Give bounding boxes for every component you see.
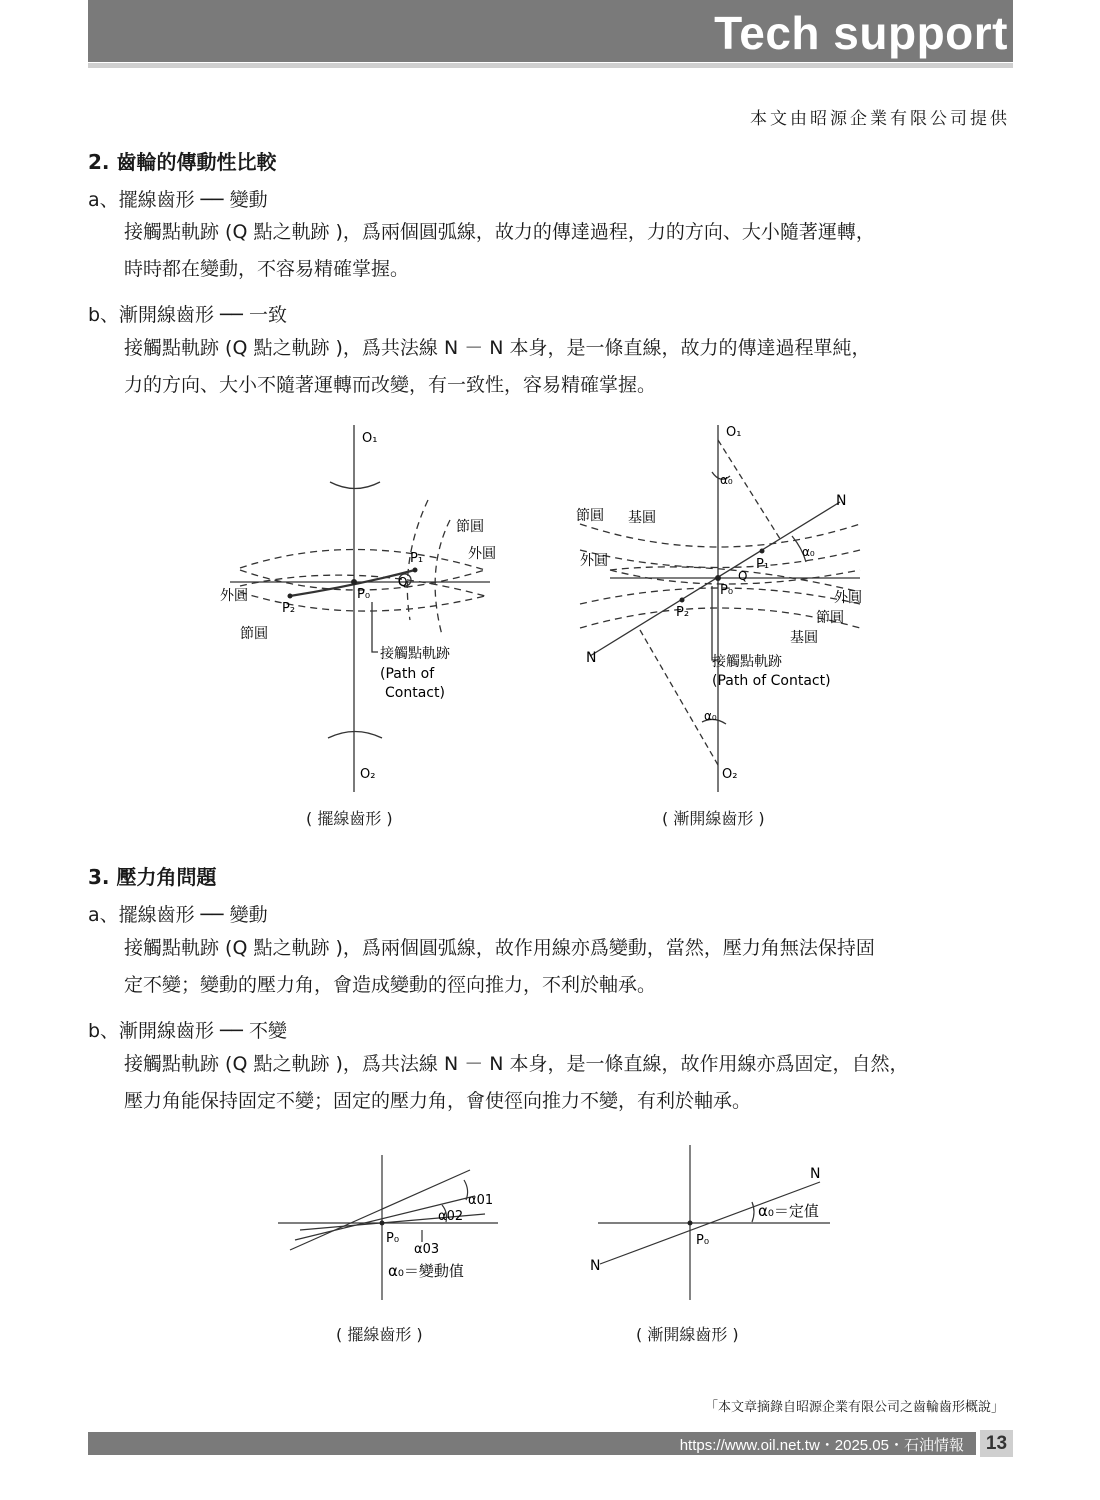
path-label-en: (Path of Contact): [712, 673, 831, 689]
alpha0-bottom-label: α₀: [704, 709, 717, 723]
base-radius-2: [640, 630, 718, 765]
variable-alpha-note: α₀＝變動值: [388, 1262, 464, 1280]
base-circle-1-label: 基圓: [628, 510, 656, 526]
base-radius-1: [718, 440, 782, 542]
page-number: 13: [980, 1430, 1013, 1457]
figure-2-left-caption: ( 擺線齒形 ): [336, 1325, 423, 1344]
a01-label: α01: [468, 1193, 494, 1208]
p2-point: [680, 598, 685, 603]
pitch-circle-1-label: 節圓: [576, 508, 604, 524]
p1-label: P₁: [410, 551, 424, 566]
base-circle-2-label: 基圓: [790, 630, 818, 646]
n-top-label: N: [836, 493, 847, 509]
o1-label: O₁: [726, 425, 742, 440]
footer-text: https://www.oil.net.tw・2025.05・石油情報: [679, 1437, 964, 1454]
pitch-circle-1-label: 節圓: [456, 519, 484, 535]
section-2a-line-1: 接觸點軌跡 (Q 點之軌跡 )，爲兩個圓弧線，故力的傳達過程，力的方向、大小隨著運轉，: [124, 221, 875, 243]
cycloidal-path-of-contact-diagram: [210, 420, 530, 800]
q-label: Q: [738, 569, 748, 583]
outer-circle-2-label: 外圓: [220, 588, 248, 604]
p1-label: P₁: [756, 557, 770, 572]
alpha0-right-label: α₀: [802, 545, 815, 559]
section-3a-title: a、擺線齒形 ── 變動: [88, 904, 268, 926]
constant-alpha-note: α₀＝定值: [758, 1202, 819, 1220]
p0-label: P₀: [386, 1231, 400, 1246]
tooth-profile-2: [435, 520, 450, 635]
section-2a-title: a、擺線齒形 ── 變動: [88, 189, 268, 211]
section-3a-line-1: 接觸點軌跡 (Q 點之軌跡 )，爲兩個圓弧線，故作用線亦爲變動，當然，壓力角無法保持固: [124, 937, 875, 959]
outer-circle-1-label: 外圓: [468, 546, 496, 562]
o2-label: O₂: [360, 767, 376, 782]
p1-point: [413, 568, 418, 573]
figure-2-right-caption: ( 漸開線齒形 ): [636, 1325, 739, 1344]
section-2b-paragraph: [124, 330, 1016, 404]
section-3-title: 3. 壓力角問題: [88, 865, 217, 889]
figure-1-right-caption: ( 漸開線齒形 ): [662, 809, 765, 828]
base-circle-1-arc: [580, 524, 860, 547]
outer-circle-2-label: 外圓: [834, 590, 862, 606]
section-3b-paragraph: [124, 1046, 1016, 1120]
n-bottom-label: N: [586, 650, 597, 666]
section-3a-paragraph: [124, 930, 1016, 1004]
involute-pressure-angle-diagram: [580, 1140, 840, 1310]
rotation-arrow-bottom: [328, 732, 382, 739]
n-bottom-label: N: [590, 1258, 601, 1274]
involute-path-of-contact-diagram: [570, 420, 870, 800]
p0-point: [715, 575, 721, 581]
p2-label: P₂: [676, 605, 690, 620]
section-2b-line-2: 力的方向、大小不隨著運轉而改變，有一致性，容易精確掌握。: [124, 374, 657, 396]
section-3b-title: b、漸開線齒形 ── 不變: [88, 1020, 288, 1042]
outer-circle-1-arc: [610, 570, 860, 584]
p0-point: [380, 1221, 385, 1226]
cycloidal-pressure-angle-diagram: [270, 1150, 510, 1310]
pitch-circle-1-arc: [580, 550, 860, 568]
a02-label: α02: [438, 1209, 464, 1224]
p0-label: P₀: [696, 1233, 710, 1248]
section-3b-line-2: 壓力角能保持固定不變；固定的壓力角，會使徑向推力不變，有利於軸承。: [124, 1090, 752, 1112]
angle-arc: [752, 1202, 754, 1222]
path-label-en-2: Contact): [385, 685, 445, 701]
pitch-circle-2-label: 節圓: [816, 610, 844, 626]
q-label: Q: [398, 575, 408, 589]
figure-1-left-caption: ( 擺線齒形 ): [306, 809, 393, 828]
outer-circle-1-label: 外圓: [580, 553, 608, 569]
p0-label: P₀: [720, 583, 734, 598]
outer-circle-1-arc: [240, 549, 485, 570]
section-3b-line-1: 接觸點軌跡 (Q 點之軌跡 )，爲共法線 N － N 本身，是一條直線，故作用線亦爲固定，自然，: [124, 1053, 909, 1075]
p1-point: [760, 549, 765, 554]
rotation-arrow-top: [330, 482, 380, 489]
section-2b-line-1: 接觸點軌跡 (Q 點之軌跡 )，爲共法線 N － N 本身，是一條直線，故力的傳達過程單純，: [124, 337, 871, 359]
p0-label: P₀: [357, 587, 371, 602]
section-3a-line-2: 定不變；變動的壓力角，會造成變動的徑向推力，不利於軸承。: [124, 974, 657, 996]
o2-label: O₂: [722, 767, 738, 782]
p0-point: [351, 579, 357, 585]
path-label-zh: 接觸點軌跡: [712, 654, 782, 670]
path-label-leader: [372, 602, 378, 652]
p0-point: [688, 1221, 693, 1226]
alpha0-top-label: α₀: [720, 473, 733, 487]
section-2a-line-2: 時時都在變動，不容易精確掌握。: [124, 258, 410, 280]
path-label-leader: [712, 586, 718, 660]
path-label-en-1: (Path of: [380, 666, 435, 682]
a03-label: α03: [414, 1242, 440, 1257]
pitch-circle-2-label: 節圓: [240, 626, 268, 642]
header-underline: [88, 63, 1013, 68]
path-label-zh: 接觸點軌跡: [380, 646, 450, 662]
source-footnote: 「本文章摘錄自昭源企業有限公司之齒輪齒形概說」: [704, 1400, 1004, 1415]
p2-label: P₂: [282, 601, 296, 616]
credit-line: 本文由昭源企業有限公司提供: [750, 109, 1010, 129]
section-2a-paragraph: [124, 214, 1016, 288]
p2-point: [288, 594, 293, 599]
n-top-label: N: [810, 1166, 821, 1182]
header-title: Tech support: [714, 7, 1008, 59]
section-2-title: 2. 齒輪的傳動性比較: [88, 150, 277, 174]
section-2b-title: b、漸開線齒形 ── 一致: [88, 304, 288, 326]
o1-label: O₁: [362, 431, 378, 446]
